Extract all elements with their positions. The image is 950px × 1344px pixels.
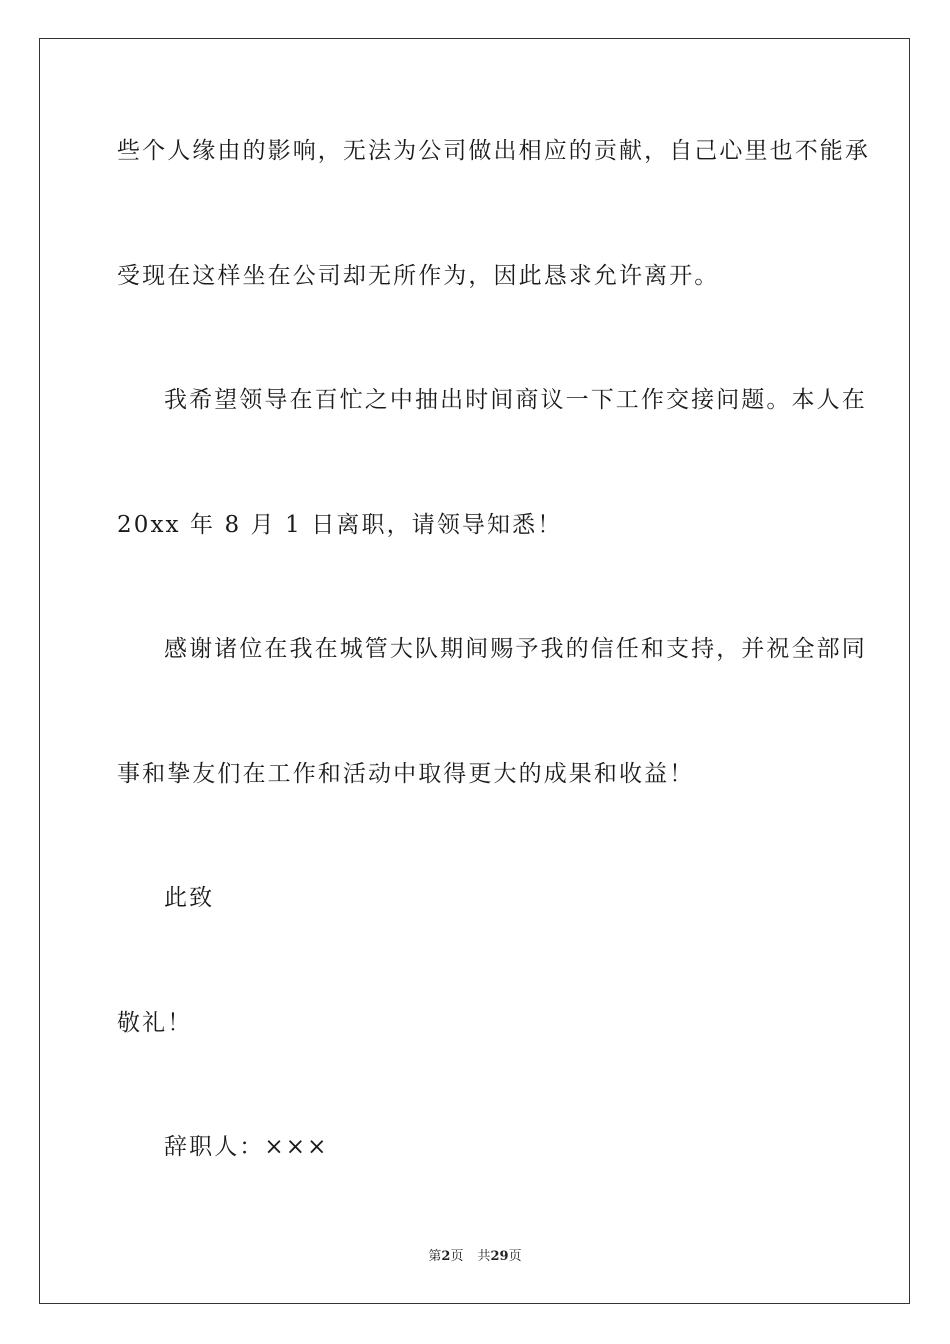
closing-regards: 敬礼！ — [117, 1010, 193, 1036]
body-line-2: 受现在这样坐在公司却无所作为，因此恳求允许离开。 — [117, 263, 720, 289]
signature-line: 辞职人：××× — [164, 1134, 329, 1160]
page-footer — [0, 1248, 950, 1266]
footer-total-suffix: 页 — [508, 1249, 522, 1264]
closing-salutation: 此致 — [164, 885, 215, 911]
body-line-1: 些个人缘由的影响，无法为公司做出相应的贡献，自己心里也不能承 — [117, 138, 870, 164]
page-border — [39, 38, 910, 1304]
body-line-4: 20xx 年 8 月 1 日离职，请领导知悉！ — [117, 512, 563, 538]
body-line-3: 我希望领导在百忙之中抽出时间商议一下工作交接问题。本人在 — [164, 387, 867, 413]
body-line-5: 感谢诸位在我在城管大队期间赐予我的信任和支持，并祝全部同 — [164, 636, 867, 662]
footer-total-prefix: 共 — [477, 1249, 491, 1264]
footer-page-total: 29 — [490, 1249, 509, 1264]
footer-page-current: 2 — [441, 1249, 451, 1264]
body-line-6: 事和挚友们在工作和活动中取得更大的成果和收益！ — [117, 761, 695, 787]
footer-page-prefix: 第 — [428, 1249, 442, 1264]
footer-page-suffix: 页 — [450, 1249, 464, 1264]
